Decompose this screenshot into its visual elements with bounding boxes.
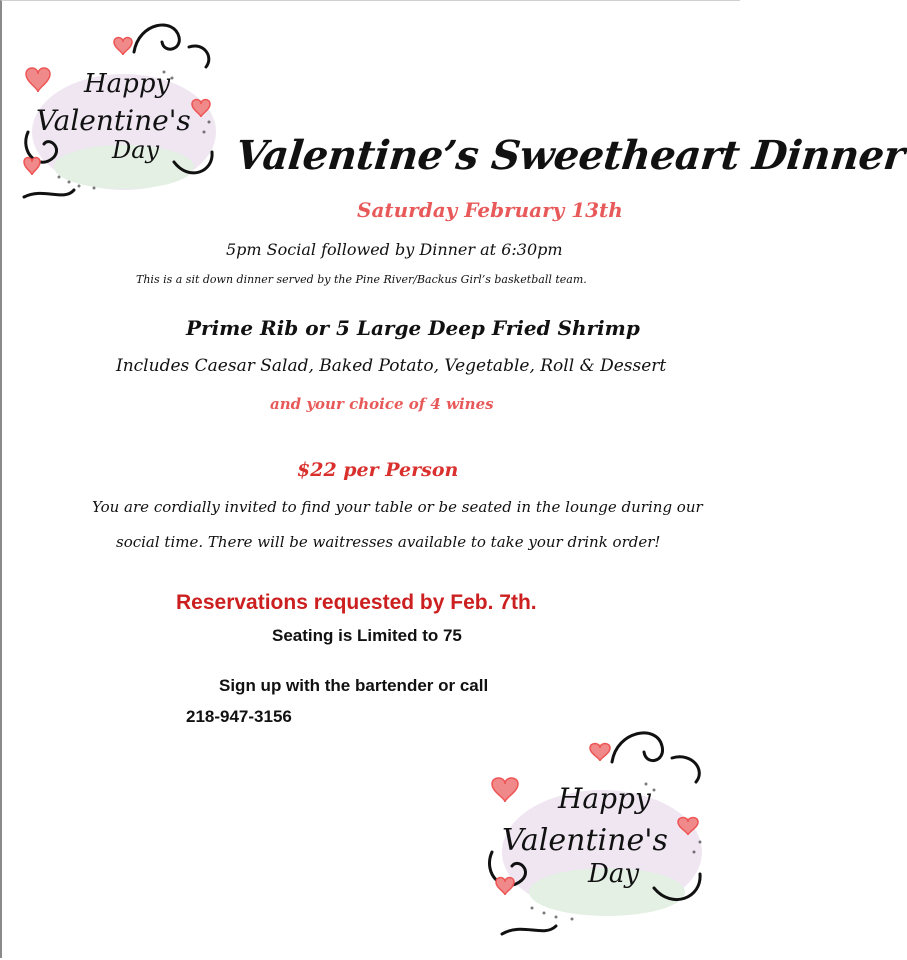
price: $22 per Person [297,459,459,481]
event-sit-down-note: This is a sit down dinner served by the Pine River/Backus Girl’s basketball team. [136,273,587,286]
reservations-requested: Reservations requested by Feb. 7th. [176,591,537,614]
menu-wines: and your choice of 4 wines [270,395,494,413]
badge-logo-text: Happy [84,69,171,99]
menu-main-course: Prime Rib or 5 Large Deep Fried Shrimp [186,316,640,340]
valentines-badge-bottom [482,722,714,944]
event-title: Valentine’s Sweetheart Dinner [233,132,907,179]
phone-number: 218-947-3156 [186,707,292,726]
event-social-time: 5pm Social followed by Dinner at 6:30pm [226,240,563,259]
invitation-line-1: You are cordially invited to find your table or be seated in the lounge during our [92,498,703,516]
valentines-badge-top [14,12,222,208]
svg-text:Valentine's: Valentine's [502,823,668,858]
event-date: Saturday February 13th [357,198,623,222]
seating-limit: Seating is Limited to 75 [272,626,462,645]
svg-text:Day: Day [112,136,160,164]
invitation-line-2: social time. There will be waitresses available to take your drink order! [116,533,661,551]
signup-instructions: Sign up with the bartender or call [219,676,489,695]
svg-text:Day: Day [588,859,640,889]
menu-includes: Includes Caesar Salad, Baked Potato, Vegetable, Roll & Dessert [116,356,667,376]
svg-text:Valentine's: Valentine's [36,104,191,137]
svg-text:Happy: Happy [558,782,651,815]
